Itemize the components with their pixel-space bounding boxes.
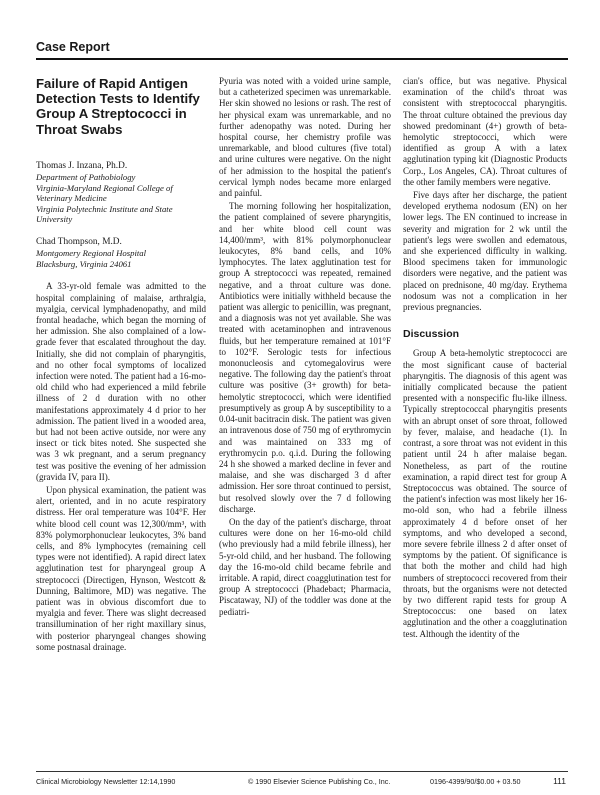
body-paragraph: Upon physical examination, the patient was alert, oriented, and in no acute respiratory distress. Her oral temperature was 104°F. Her white blood cell count was 12,300/mm³, with 83% polymorphonuclear leukocytes, 3% band cells, and 8% lymphocytes (remaining cell types were not identified). A rapid direct latex agglutination test for pharyngeal group A streptococci (Directigen, Hynson, Westcott & Dunning, Baltimore, MD) was negative. The patient was in obvious discomfort due to myalgia and fever. There was slight decreased transillumination of her right maxillary sinus, with posterior pharyngeal changes showing some postnasal drainage. (36, 485, 206, 652)
footer-journal: Clinical Microbiology Newsletter 12:14,1990 (36, 777, 176, 786)
page-number: 111 (553, 776, 566, 786)
footer-rule (36, 771, 568, 772)
section-label: Case Report (36, 40, 110, 54)
author-affiliation: Virginia-Maryland Regional College of Veterinary Medicine (36, 182, 173, 204)
author-affiliation: Virginia Polytechnic Institute and State University (36, 203, 173, 225)
body-paragraph: On the day of the patient's discharge, throat cultures were done on her 16-mo-old child (who previously had a mild febrile illness), her 5-yr-old child, and her husband. The following day the 16-mo-old child became febrile and irritable. A rapid, direct coagglutination test for group A streptococci (Phadebact; Pharmacia, Piscataway, NJ) of the toddler was done at the pediatri- (219, 516, 391, 617)
body-paragraph: A 33-yr-old female was admitted to the hospital complaining of malaise, arthralgia, myalgia, cervical lymphadenopathy, and mild frontal headache, which began the morning of her admission. She also complained of a low-grade fever that escalated throughout the day. Initially, she did not complain of pharyngitis, and no other focal symptoms of localized infection were noted. The patient had a 16-mo-old child who had experienced a mild febrile illness of 2 d duration with no other manifestations approximately 4 d prior to her admission. The patient lived in a wooded area, but had not been active outside, nor were any insect or tick bites noted. She suspected she was 3 wk pregnant, and a serum pregnancy test was positive the evening of her admission (gravida IV, para II). (36, 281, 206, 482)
body-paragraph: Pyuria was noted with a voided urine sample, but a catheterized specimen was unremarkable. Her skin showed no lesions or rash. The rest of her physical exam was unremarkable, and no further adenopathy was noted. During her hospital course, her chemistry profile was unremarkable, and blood cultures (five total) and urine cultures were negative. On the night of her admission to the hospital the patient's cervical lymph nodes became more enlarged and painful. (219, 76, 391, 199)
footer-issn: 0196-4399/90/$0.00 + 03.50 (430, 777, 521, 786)
author-name: Chad Thompson, M.D. (36, 236, 122, 247)
footer-copyright: © 1990 Elsevier Science Publishing Co., Inc. (248, 777, 391, 786)
author-name: Thomas J. Inzana, Ph.D. (36, 160, 128, 171)
column-2 (219, 76, 391, 618)
author-affiliation: Department of Pathobiology (36, 172, 136, 183)
author-affiliation: Blacksburg, Virginia 24061 (36, 258, 132, 269)
column-1 (36, 76, 206, 653)
author-block (36, 161, 206, 225)
body-paragraph: Five days after her discharge, the patient developed erythema nodosum (EN) on her lower legs. The EN continued to increase in severity and migration for 2 wk until the patient's legs were swollen and edematous, and she experienced difficulty in walking. Blood specimens taken for immunologic disorders were negative, and the patient was placed on prednisone, 40 mg/day. Erythema nodosum was not a complication in her previous pregnancies. (403, 190, 567, 313)
author-affiliation: Montgomery Regional Hospital (36, 248, 147, 259)
body-paragraph: The morning following her hospitalization, the patient complained of severe pharyngitis, and her white blood cell count was 14,400/mm³, with 81% polymorphonuclear leukocytes, 8% band cells, and 10% lymphocytes. The latex agglutination test for group A streptococci was repeated, remained negative, and a throat culture was done. Antibiotics were initially withheld because the patient was allergic to penicillin, was pregnant, and a diagnosis was not yet available. She was treated with acetaminophen and intravenous fluids, but her temperature remained at 101°F to 102°F. Serologic tests for infectious mononucleosis and cytomegalovirus were negative. The following day the patient's throat culture was positive (3+ growth) for beta-hemolytic streptococci, which were identified presumptively as group A by susceptibility to a 0.04-unit bacitracin disk. The patient was given an intravenous dose of 750 mg of erythromycin and was maintained on 333 mg of erythromycin p.o. q.i.d. During the following 24 h she showed a marked decline in fever and malaise, and she was discharged 3 d after admission. Her sore throat continued to persist, but resolved slowly over the 7 d following discharge. (219, 201, 391, 514)
column-3 (403, 76, 567, 640)
body-paragraph: cian's office, but was negative. Physical examination of the child's throat was consistent with streptococcal pharyngitis. The throat culture obtained the previous day showed predominant (4+) growth of beta-hemolytic streptococci, which were identified as group A with a latex agglutination typing kit (Diagnostic Products Corp., Los Angeles, CA). Throat cultures of the other family members were negative. (403, 76, 567, 187)
header-rule (36, 58, 568, 60)
body-paragraph: Group A beta-hemolytic streptococci are the most significant cause of bacterial pharyngitis. The diagnosis of this agent was initially complicated because the patient presented with a nonspecific flu-like illness. Typically streptococcal pharyngitis presents with an abrupt onset of sore throat, followed by fever, malaise, and headache (1). In contrast, a sore throat was not evident in this patient until 24 h after malaise began. Nonetheless, as part of the routine examination, a rapid direct test for group A Streptococcus was obtained. The source of the patient's infection was most likely her 16-mo-old son, who had a febrile illness approximately 4 d before onset of her symptoms, and who developed a second, more severe febrile illness 2 d after onset of symptoms by the patient. Of significance is that both the mother and child had high numbers of streptococci recovered from their throats, but the organisms were not detected by two different rapid tests for group A Streptococcus: one based on latex agglutination and the other a coagglutination test. Although the identity of the (403, 348, 567, 639)
author-block (36, 237, 206, 269)
article-title: Failure of Rapid Antigen Detection Tests to Identify Group A Streptococci in Throat Swabs (36, 76, 200, 137)
section-heading: Discussion (403, 328, 460, 341)
